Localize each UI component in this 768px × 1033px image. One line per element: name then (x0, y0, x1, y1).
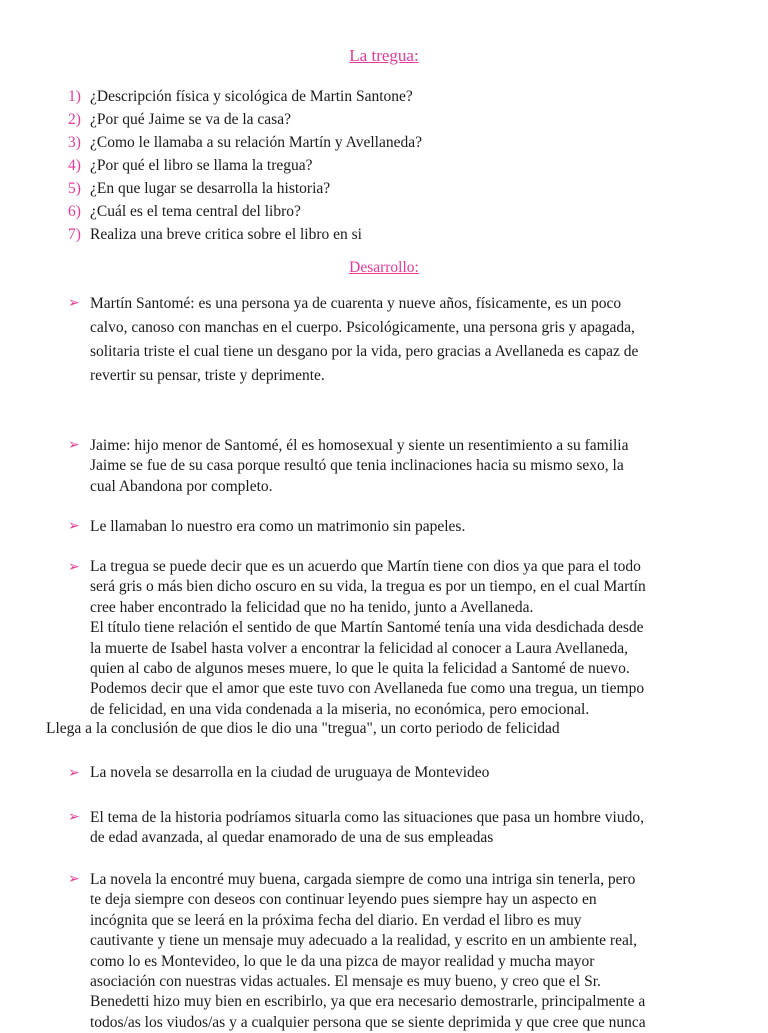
paragraph-line: de felicidad, en una vida condenada a la miseria, no económica, pero emocional. (90, 700, 590, 718)
paragraph-line: de edad avanzada, al quedar enamorado de una de sus empleadas (90, 829, 494, 847)
paragraph-line: calvo, canoso con manchas en el cuerpo. Psicológicamente, una persona gris y apagada, (90, 319, 635, 336)
bullet-arrow-icon: ➢ (68, 766, 80, 781)
question-text: ¿Por qué Jaime se va de la casa? (90, 111, 291, 128)
question-text: ¿Como le llamaba a su relación Martín y Avellaneda? (90, 134, 422, 151)
question-number: 5) (68, 180, 81, 197)
question-number: 2) (68, 111, 81, 128)
bullet-arrow-icon: ➢ (68, 519, 80, 534)
paragraph-line: revertir su pensar, triste y deprimente. (90, 367, 325, 384)
paragraph-line: quien al cabo de algunos meses muere, lo que le quita la felicidad a Santomé de nuevo. (90, 660, 630, 678)
question-number: 1) (68, 88, 81, 105)
question-item (68, 200, 301, 223)
question-text: ¿Cuál es el tema central del libro? (90, 203, 301, 220)
question-item (68, 108, 291, 131)
section-heading-desarrollo: Desarrollo: (349, 259, 419, 276)
paragraph-line: Martín Santomé: es una persona ya de cuarenta y nueve años, físicamente, es un poco (90, 295, 622, 312)
paragraph-line: La novela la encontré muy buena, cargada siempre de como una intriga sin tenerla, pero (90, 871, 636, 888)
question-number: 7) (68, 226, 81, 243)
question-item (68, 131, 422, 154)
question-number: 6) (68, 203, 81, 220)
paragraph-line: te deja siempre con deseos con continuar leyendo pues siempre hay un aspecto en (90, 891, 597, 909)
question-text: Realiza una breve critica sobre el libro en si (90, 226, 362, 243)
paragraph-line: La tregua se puede decir que es un acuerdo que Martín tiene con dios ya que para el todo (90, 558, 641, 575)
bullet-arrow-icon: ➢ (68, 810, 80, 825)
answer-7 (90, 870, 730, 1033)
paragraph-line: El tema de la historia podríamos situarla como las situaciones que pasa un hombre viudo, (90, 809, 644, 826)
answer-4 (90, 557, 730, 720)
answer-6 (90, 808, 730, 849)
paragraph-line: solitaria triste el cual tiene un desgano por la vida, pero gracias a Avellaneda es capaz de (90, 343, 639, 360)
paragraph-line: como lo es Montevideo, lo que le da una pizca de mayor realidad y mucha mayor (90, 952, 595, 970)
answer-2 (90, 436, 730, 497)
bullet-arrow-icon: ➢ (68, 560, 80, 575)
question-number: 3) (68, 134, 81, 151)
paragraph-line: El título tiene relación el sentido de que Martín Santomé tenía una vida desdichada desde (90, 619, 644, 637)
bullet-arrow-icon: ➢ (68, 296, 80, 311)
paragraph-line: Podemos decir que el amor que este tuvo con Avellaneda fue como una tregua, un tiempo (90, 680, 645, 698)
paragraph-line: Jaime: hijo menor de Santomé, él es homosexual y siente un resentimiento a su familia (90, 437, 629, 454)
paragraph-line: Jaime se fue de su casa porque resultó que tenia inclinaciones hacia su mismo sexo, la (90, 457, 624, 475)
paragraph-line: La novela se desarrolla en la ciudad de uruguaya de Montevideo (90, 764, 490, 781)
document-title: La tregua: (349, 46, 419, 65)
question-item (68, 177, 330, 200)
question-item (68, 154, 313, 177)
bullet-arrow-icon: ➢ (68, 872, 80, 887)
question-item (68, 223, 362, 246)
paragraph-line: será gris o más bien dicho oscuro en su vida, la tregua es por un tiempo, en el cual Martín (90, 578, 646, 596)
question-text: ¿En que lugar se desarrolla la historia? (90, 180, 331, 197)
question-text: ¿Por qué el libro se llama la tregua? (90, 157, 313, 174)
paragraph-line: cual Abandona por completo. (90, 477, 273, 495)
paragraph-line: asociación con nuestras vidas actuales. El mensaje es muy bueno, y creo que el Sr. (90, 973, 601, 991)
paragraph-line: la muerte de Isabel hasta volver a encontrar la felicidad al conocer a Laura Avellaneda, (90, 639, 629, 657)
question-number: 4) (68, 157, 81, 174)
paragraph-line: Le llamaban lo nuestro era como un matrimonio sin papeles. (90, 518, 466, 535)
question-item (68, 85, 413, 108)
paragraph-line: todos/as los viudos/as y a cualquier persona que se siente deprimida y que cree que nunca (90, 1013, 646, 1031)
paragraph-line: cree haber encontrado la felicidad que no ha tenido, junto a Avellaneda. (90, 598, 534, 616)
answer-4-conclusion: Llega a la conclusión de que dios le dio una "tregua", un corto periodo de felicidad (46, 720, 560, 737)
paragraph-line: incógnita que se leerá en la próxima fecha del diario. En verdad el libro es muy (90, 911, 582, 929)
bullet-arrow-icon: ➢ (68, 438, 80, 453)
answer-1 (90, 292, 730, 388)
answer-5 (90, 763, 730, 783)
paragraph-line: cautivante y tiene un mensaje muy adecuado a la realidad, y escrito en un ambiente real, (90, 932, 638, 950)
answer-3 (90, 517, 730, 537)
question-text: ¿Descripción física y sicológica de Martin Santone? (90, 88, 413, 105)
paragraph-line: Benedetti hizo muy bien en escribirlo, ya que era necesario demostrarle, principalmente a (90, 993, 646, 1011)
